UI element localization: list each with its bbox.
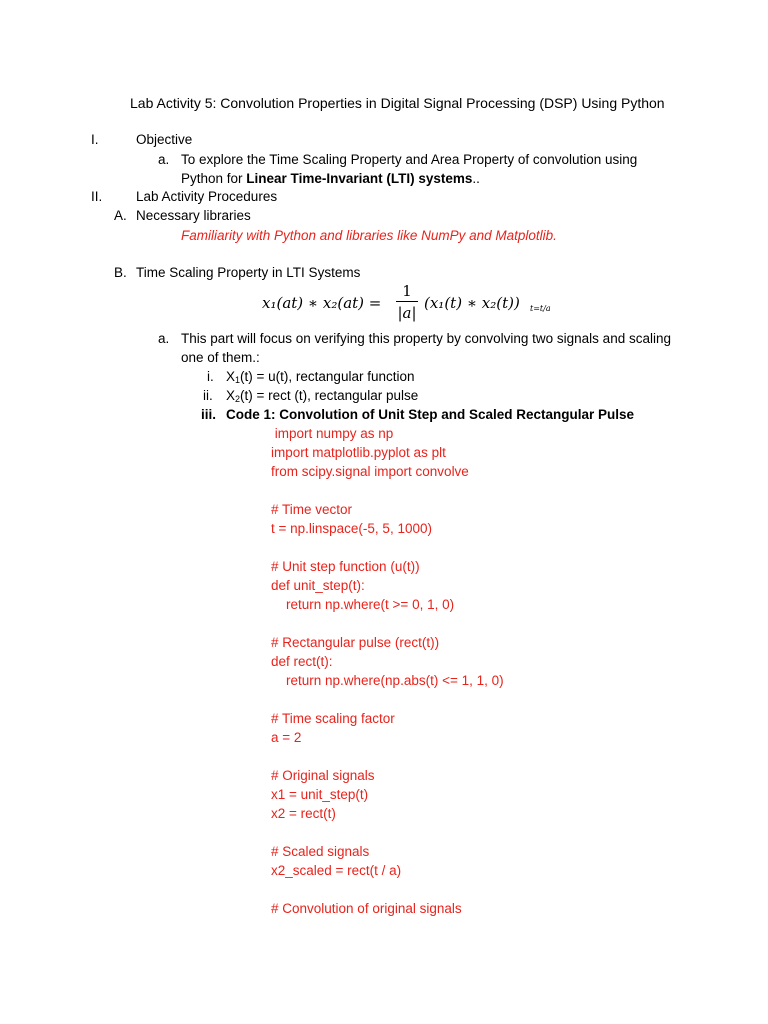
item-i-text [226, 368, 414, 386]
formula-subscript: t=t/a [530, 304, 551, 313]
formula-fraction [396, 282, 418, 322]
code-line: x1 = unit_step(t) [271, 787, 369, 802]
code-line: # Convolution of original signals [271, 901, 462, 916]
item-ii-marker: ii. [203, 388, 213, 403]
sub-b-heading: Time Scaling Property in LTI Systems [136, 265, 361, 280]
section-1-heading: Objective [136, 132, 193, 147]
time-scaling-formula [262, 282, 552, 328]
item-ii-text [226, 387, 418, 405]
libraries-note: Familiarity with Python and libraries like NumPy and Matplotlib. [181, 228, 557, 243]
code-line: return np.where(np.abs(t) <= 1, 1, 0) [271, 673, 504, 688]
sub-a-marker: A. [114, 208, 127, 223]
code-line: t = np.linspace(-5, 5, 1000) [271, 521, 432, 536]
code-1-heading: Code 1: Convolution of Unit Step and Scaled Rectangular Pulse [226, 407, 635, 422]
code-line: a = 2 [271, 730, 302, 745]
part-a-marker: a. [158, 331, 170, 346]
code-line: x2 = rect(t) [271, 806, 336, 821]
code-line: import matplotlib.pyplot as plt [271, 445, 446, 460]
code-line: # Rectangular pulse (rect(t)) [271, 635, 440, 650]
code-line: # Scaled signals [271, 844, 370, 859]
item-i-pre: X [226, 369, 236, 384]
item-ii-post: (t) = rect (t), rectangular pulse [240, 388, 419, 403]
code-line: # Time vector [271, 502, 353, 517]
item-i-post: (t) = u(t), rectangular function [240, 369, 415, 384]
lti-systems-bold: Linear Time-Invariant (LTI) systems [246, 171, 473, 186]
objective-line2-suffix: .. [472, 171, 480, 186]
objective-item-a-line2 [181, 170, 480, 188]
code-line: x2_scaled = rect(t / a) [271, 863, 402, 878]
formula-denominator: |a| [397, 304, 417, 322]
document-title: Lab Activity 5: Convolution Properties in Digital Signal Processing (DSP) Using Python [130, 95, 665, 111]
sub-b-marker: B. [114, 265, 127, 280]
part-a-line2: one of them.: [181, 350, 260, 365]
formula-rhs: (x₁(t) ∗ x₂(t)) [424, 294, 520, 312]
item-ii-sub: 2 [235, 394, 241, 404]
code-line: # Original signals [271, 768, 375, 783]
sub-a-heading: Necessary libraries [136, 208, 251, 223]
code-line: def unit_step(t): [271, 578, 365, 593]
section-2-numeral: II. [91, 189, 103, 204]
code-line: def rect(t): [271, 654, 333, 669]
code-line: return np.where(t >= 0, 1, 0) [271, 597, 455, 612]
objective-item-a-line1: To explore the Time Scaling Property and Area Property of convolution using [181, 152, 638, 167]
section-1-numeral: I. [91, 132, 99, 147]
objective-line2-prefix: Python for [181, 171, 247, 186]
formula-lhs: x₁(at) ∗ x₂(at) = [262, 294, 382, 312]
item-iii-marker: iii. [201, 407, 217, 422]
code-line: # Time scaling factor [271, 711, 395, 726]
objective-item-a-marker: a. [158, 152, 170, 167]
item-i-marker: i. [207, 369, 214, 384]
fraction-bar [396, 301, 418, 302]
item-ii-pre: X [226, 388, 236, 403]
section-2-heading: Lab Activity Procedures [136, 189, 278, 204]
code-line: import numpy as np [271, 426, 394, 441]
formula-numerator: 1 [402, 282, 412, 300]
part-a-line1: This part will focus on verifying this property by convolving two signals and scaling [181, 331, 671, 346]
code-line: # Unit step function (u(t)) [271, 559, 420, 574]
code-line: from scipy.signal import convolve [271, 464, 469, 479]
item-i-sub: 1 [235, 375, 241, 385]
